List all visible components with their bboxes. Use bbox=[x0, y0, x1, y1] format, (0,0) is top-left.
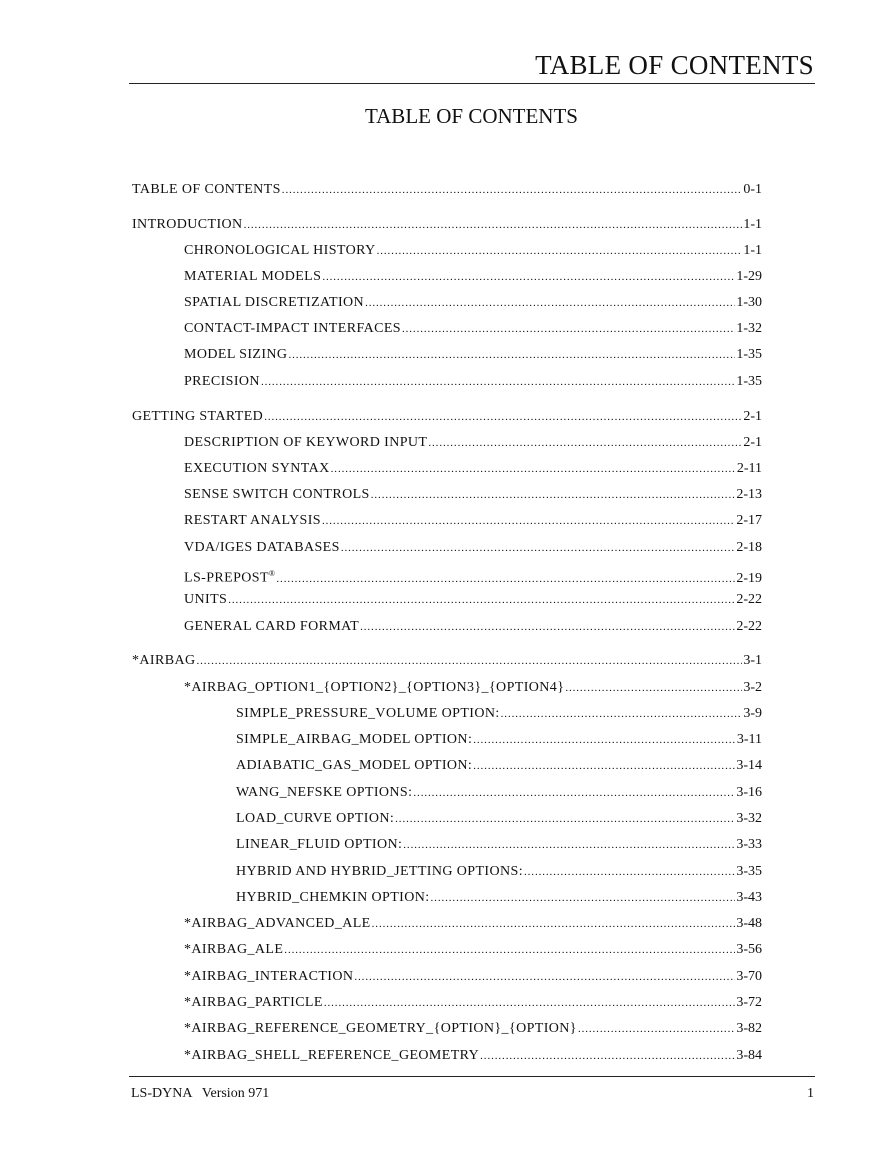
toc-entry-label: GENERAL CARD FORMAT bbox=[184, 619, 360, 634]
toc-entry[interactable] bbox=[184, 591, 762, 609]
toc-entry-page: 0-1 bbox=[743, 182, 762, 197]
toc-entry-page: 2-1 bbox=[743, 435, 762, 450]
toc-entry[interactable] bbox=[236, 784, 762, 802]
dot-leader bbox=[365, 294, 735, 312]
toc-entry-label: LS-PREPOST® bbox=[184, 569, 276, 586]
toc-entry-label: RESTART ANALYSIS bbox=[184, 513, 321, 528]
footer-rule bbox=[129, 1076, 815, 1077]
dot-leader bbox=[276, 570, 735, 588]
toc-entry-label: *AIRBAG_OPTION1_{OPTION2}_{OPTION3}_{OPTION4} bbox=[184, 680, 565, 695]
toc-entry-label: SENSE SWITCH CONTROLS bbox=[184, 487, 370, 502]
toc-entry-label: *AIRBAG bbox=[132, 653, 196, 668]
toc-entry-page: 2-11 bbox=[736, 461, 762, 476]
toc-entry-label: *AIRBAG_REFERENCE_GEOMETRY_{OPTION}_{OPTION} bbox=[184, 1021, 577, 1036]
dot-leader bbox=[322, 268, 735, 286]
toc-entry-page: 1-32 bbox=[736, 321, 762, 336]
toc-entry-label: *AIRBAG_ALE bbox=[184, 942, 284, 957]
toc-entry[interactable] bbox=[184, 618, 762, 636]
toc-entry[interactable] bbox=[184, 539, 762, 557]
dot-leader bbox=[395, 810, 735, 828]
toc-entry[interactable] bbox=[184, 242, 762, 260]
dot-leader bbox=[228, 591, 735, 609]
running-header-title: TABLE OF CONTENTS bbox=[535, 50, 814, 80]
dot-leader bbox=[565, 679, 742, 697]
toc-entry-page: 2-19 bbox=[736, 570, 762, 586]
toc-entry[interactable] bbox=[184, 994, 762, 1012]
dot-leader bbox=[244, 216, 743, 234]
toc-entry-label: LINEAR_FLUID OPTION: bbox=[236, 837, 403, 852]
toc-entry[interactable] bbox=[184, 460, 762, 478]
toc-entry-label: TABLE OF CONTENTS bbox=[132, 182, 281, 197]
toc-entry-label: WANG_NEFSKE OPTIONS: bbox=[236, 785, 413, 800]
toc-entry-page: 3-70 bbox=[736, 969, 762, 984]
toc-entry-label: HYBRID_CHEMKIN OPTION: bbox=[236, 890, 430, 905]
footer-product-version: LS-DYNA Version 971 bbox=[131, 1086, 270, 1101]
toc-entry[interactable] bbox=[184, 1047, 762, 1065]
toc-entry-page: 3-84 bbox=[736, 1048, 762, 1063]
toc-entry[interactable] bbox=[236, 889, 762, 907]
dot-leader bbox=[431, 889, 736, 907]
toc-entry[interactable] bbox=[132, 408, 762, 426]
toc-entry-page: 1-1 bbox=[743, 217, 762, 232]
dot-leader bbox=[341, 539, 736, 557]
toc-entry[interactable] bbox=[236, 863, 762, 881]
dot-leader bbox=[473, 757, 735, 775]
dot-leader bbox=[322, 512, 735, 530]
dot-leader bbox=[264, 408, 742, 426]
toc-entry[interactable] bbox=[184, 565, 762, 588]
dot-leader bbox=[377, 242, 743, 260]
toc-entry-label: SPATIAL DISCRETIZATION bbox=[184, 295, 365, 310]
toc-entry-page: 1-35 bbox=[736, 374, 762, 389]
dot-leader bbox=[196, 652, 742, 670]
toc-entry[interactable] bbox=[184, 320, 762, 338]
toc-entry-label: MODEL SIZING bbox=[184, 347, 288, 362]
dot-leader bbox=[261, 373, 735, 391]
toc-entry[interactable] bbox=[184, 915, 762, 933]
dot-leader bbox=[428, 434, 742, 452]
toc-entry-page: 3-11 bbox=[736, 732, 762, 747]
dot-leader bbox=[403, 836, 735, 854]
toc-entry[interactable] bbox=[132, 181, 762, 199]
toc-entry-page: 3-56 bbox=[736, 942, 762, 957]
toc-entry-label: SIMPLE_AIRBAG_MODEL OPTION: bbox=[236, 732, 473, 747]
toc-entry-page: 1-30 bbox=[736, 295, 762, 310]
toc-entry[interactable] bbox=[184, 268, 762, 286]
toc-entry-label: *AIRBAG_INTERACTION bbox=[184, 969, 354, 984]
toc-entry[interactable] bbox=[184, 512, 762, 530]
toc-entry[interactable] bbox=[184, 294, 762, 312]
dot-leader bbox=[288, 346, 735, 364]
toc-entry[interactable] bbox=[184, 941, 762, 959]
toc-entry-label: MATERIAL MODELS bbox=[184, 269, 322, 284]
toc-entry-page: 3-16 bbox=[736, 785, 762, 800]
dot-leader bbox=[372, 915, 736, 933]
toc-entry-label: GETTING STARTED bbox=[132, 409, 264, 424]
registered-mark: ® bbox=[268, 569, 276, 578]
toc-entry-label: DESCRIPTION OF KEYWORD INPUT bbox=[184, 435, 428, 450]
toc-entry-page: 2-18 bbox=[736, 540, 762, 555]
dot-leader bbox=[371, 486, 736, 504]
toc-entry[interactable] bbox=[184, 373, 762, 391]
toc-entry-page: 3-2 bbox=[743, 680, 762, 695]
toc-entry-label: CHRONOLOGICAL HISTORY bbox=[184, 243, 376, 258]
toc-entry[interactable] bbox=[132, 216, 762, 234]
dot-leader bbox=[360, 618, 735, 636]
toc-entry-page: 3-1 bbox=[743, 653, 762, 668]
toc-entry[interactable] bbox=[236, 757, 762, 775]
toc-entry[interactable] bbox=[132, 652, 762, 670]
dot-leader bbox=[501, 705, 743, 723]
dot-leader bbox=[402, 320, 735, 338]
toc-entry-label: HYBRID AND HYBRID_JETTING OPTIONS: bbox=[236, 864, 523, 879]
dot-leader bbox=[354, 968, 735, 986]
toc-entry-page: 3-33 bbox=[736, 837, 762, 852]
dot-leader bbox=[524, 863, 735, 881]
toc-entry[interactable] bbox=[236, 705, 762, 723]
toc-entry-page: 2-22 bbox=[736, 619, 762, 634]
toc-entry[interactable] bbox=[184, 346, 762, 364]
toc-entry-label: EXECUTION SYNTAX bbox=[184, 461, 330, 476]
toc-entry-label: UNITS bbox=[184, 592, 228, 607]
toc-entry-page: 2-13 bbox=[736, 487, 762, 502]
toc-entry-page: 1-29 bbox=[736, 269, 762, 284]
toc-entry[interactable] bbox=[236, 836, 762, 854]
toc-entry-page: 3-72 bbox=[736, 995, 762, 1010]
dot-leader bbox=[413, 784, 735, 802]
toc-entry-page: 3-82 bbox=[736, 1021, 762, 1036]
toc-entry[interactable] bbox=[236, 731, 762, 749]
toc-entry-label: LOAD_CURVE OPTION: bbox=[236, 811, 395, 826]
toc-entry[interactable] bbox=[184, 968, 762, 986]
toc-entry-label: PRECISION bbox=[184, 374, 260, 389]
dot-leader bbox=[331, 460, 736, 478]
toc-entry-page: 2-1 bbox=[743, 409, 762, 424]
dot-leader bbox=[480, 1047, 735, 1065]
toc-entry[interactable] bbox=[184, 486, 762, 504]
toc-entry-label: *AIRBAG_PARTICLE bbox=[184, 995, 323, 1010]
toc-entry-page: 2-17 bbox=[736, 513, 762, 528]
toc-entry-label: CONTACT-IMPACT INTERFACES bbox=[184, 321, 401, 336]
page-title: TABLE OF CONTENTS bbox=[365, 104, 578, 128]
toc-entry[interactable] bbox=[184, 434, 762, 452]
toc-entry[interactable] bbox=[236, 810, 762, 828]
footer-page-number: 1 bbox=[807, 1086, 814, 1101]
dot-leader bbox=[473, 731, 736, 749]
toc-entry[interactable] bbox=[184, 679, 762, 697]
toc-entry-label: *AIRBAG_ADVANCED_ALE bbox=[184, 916, 371, 931]
dot-leader bbox=[282, 181, 743, 199]
toc-entry-page: 3-14 bbox=[736, 758, 762, 773]
toc-entry-page: 1-1 bbox=[743, 243, 762, 258]
dot-leader bbox=[324, 994, 735, 1012]
toc-entry-page: 2-22 bbox=[736, 592, 762, 607]
toc-entry-page: 1-35 bbox=[736, 347, 762, 362]
toc-entry-page: 3-9 bbox=[743, 706, 762, 721]
toc-entry-page: 3-43 bbox=[736, 890, 762, 905]
dot-leader bbox=[284, 941, 735, 959]
toc-entry-label: SIMPLE_PRESSURE_VOLUME OPTION: bbox=[236, 706, 500, 721]
toc-entry-label: VDA/IGES DATABASES bbox=[184, 540, 340, 555]
toc-entry-label: *AIRBAG_SHELL_REFERENCE_GEOMETRY bbox=[184, 1048, 480, 1063]
toc-entry-label: INTRODUCTION bbox=[132, 217, 243, 232]
toc-entry-label: ADIABATIC_GAS_MODEL OPTION: bbox=[236, 758, 473, 773]
toc-entry-page: 3-48 bbox=[736, 916, 762, 931]
toc-entry-page: 3-35 bbox=[736, 864, 762, 879]
toc-entry-page: 3-32 bbox=[736, 811, 762, 826]
toc-entry[interactable] bbox=[184, 1020, 762, 1038]
dot-leader bbox=[578, 1020, 735, 1038]
